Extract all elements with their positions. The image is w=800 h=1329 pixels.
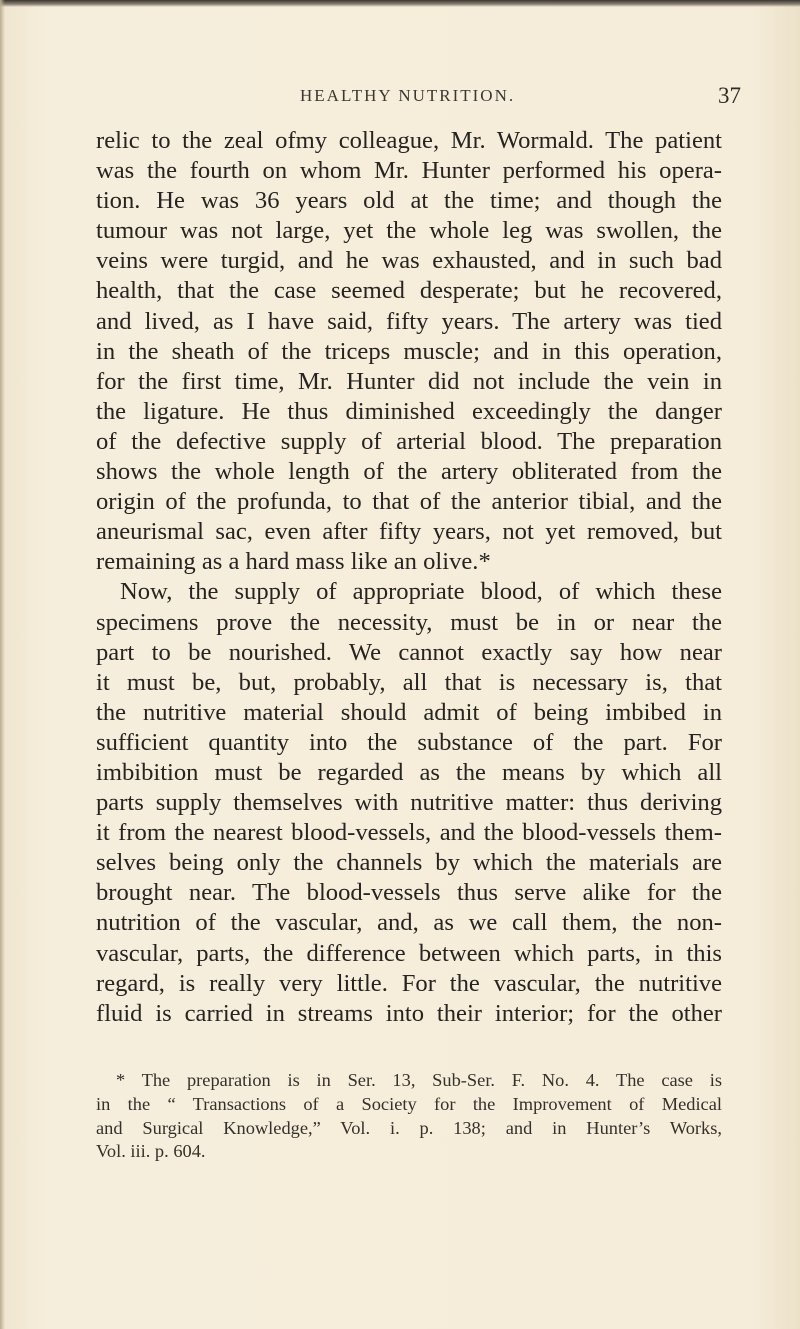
text-line: origin of the profunda, to that of the anterior tibial, and the — [96, 488, 722, 516]
text-line: was the fourth on whom Mr. Hunter performed his opera- — [96, 157, 722, 185]
text-line: and lived, as I have said, fifty years. The artery was tied — [96, 307, 722, 335]
text-line: regard, is really very little. For the vascular, the nutritive — [96, 969, 722, 997]
text-line: imbibition must be regarded as the means by which all — [96, 758, 722, 786]
text-line: tion. He was 36 years old at the time; and though the — [96, 187, 722, 215]
text-line-paragraph-start: Now, the supply of appropriate blood, of which these — [120, 578, 722, 606]
text-line: parts supply themselves with nutritive matter: thus deriving — [96, 789, 722, 817]
text-line: tumour was not large, yet the whole leg was swollen, the — [96, 217, 722, 245]
text-line: sufficient quantity into the substance of the part. For — [96, 728, 722, 756]
text-line: health, that the case seemed desperate; but he recovered, — [96, 277, 722, 305]
page-number: 37 — [718, 83, 741, 108]
footnote — [96, 1069, 722, 1164]
text-line: aneurismal sac, even after fifty years, not yet removed, but — [96, 518, 722, 546]
page-header — [0, 83, 800, 116]
text-line: in the sheath of the triceps muscle; and in this operation, — [96, 337, 722, 365]
text-line: nutrition of the vascular, and, as we call them, the non- — [96, 909, 722, 937]
text-line: selves being only the channels by which the materials are — [96, 849, 722, 877]
page-left-edge — [0, 0, 5, 1329]
text-line: the ligature. He thus diminished exceedingly the danger — [96, 397, 722, 425]
footnote-line: Vol. iii. p. 604. — [96, 1141, 206, 1162]
text-line: veins were turgid, and he was exhausted, and in such bad — [96, 247, 722, 275]
footnote-line: and Surgical Knowledge,” Vol. i. p. 138; and in Hunter’s Works, — [96, 1117, 722, 1138]
text-line: for the first time, Mr. Hunter did not include the vein in — [96, 367, 722, 395]
text-line-paragraph-end: remaining as a hard mass like an olive.* — [96, 548, 491, 576]
footnote-line: * The preparation is in Ser. 13, Sub-Ser. F. No. 4. The case is — [116, 1070, 722, 1090]
text-line: brought near. The blood-vessels thus serve alike for the — [96, 879, 722, 907]
text-line: vascular, parts, the difference between which parts, in this — [96, 939, 722, 967]
running-head: HEALTHY NUTRITION. — [300, 86, 516, 105]
text-line: it must be, but, probably, all that is necessary is, that — [96, 668, 722, 696]
footnote-line: in the “ Transactions of a Society for the Improvement of Medical — [96, 1093, 722, 1114]
text-line: part to be nourished. We cannot exactly say how near — [96, 638, 722, 666]
text-line: of the defective supply of arterial blood. The preparation — [96, 427, 722, 455]
page-top-edge — [0, 0, 800, 7]
text-line: specimens prove the necessity, must be in or near the — [96, 608, 722, 636]
body-text — [96, 126, 722, 1029]
text-line: relic to the zeal ofmy colleague, Mr. Wormald. The patient — [96, 127, 722, 154]
text-line: it from the nearest blood-vessels, and the blood-vessels them- — [96, 819, 722, 847]
text-line: shows the whole length of the artery obliterated from the — [96, 458, 722, 486]
text-line: fluid is carried in streams into their interior; for the other — [96, 999, 722, 1027]
text-line: the nutritive material should admit of being imbibed in — [96, 698, 722, 726]
